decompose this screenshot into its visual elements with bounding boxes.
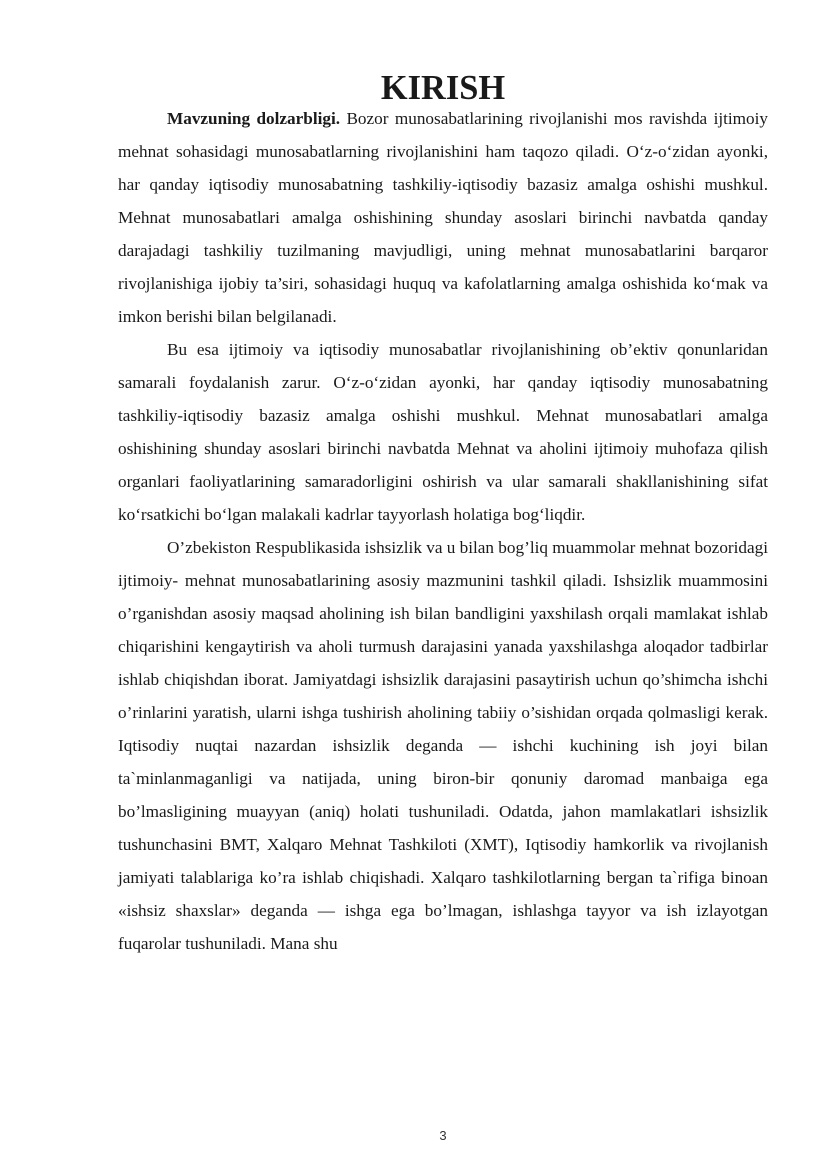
paragraph-relevance — [118, 102, 768, 333]
document-title: KIRISH — [380, 69, 506, 107]
paragraph-lead: Mavzuning dolzarbligi. — [167, 109, 341, 128]
paragraph-text: Bu esa ijtimoiy va iqtisodiy munosabatlar rivojlanishining ob’ektiv qonunlaridan samarali foydalanish zarur. O‘z-o‘zidan ayonki, har qanday iqtisodiy munosabatning tashkiliy-iqtisodiy bazasiz amalga oshishi mushkul. Mehnat munosabatlari amalga oshishining shunday asoslari birinchi navbatda Mehnat va aholini ijtimoiy muhofaza qilish organlari faoliyatlarining samaradorligini oshirish va ular samarali shakllanishining sifat ko‘rsatkichi bo‘lgan malakali kadrlar tayyorlash holatiga bog‘liqdir. — [118, 340, 768, 524]
paragraph-objective-laws — [118, 333, 768, 531]
paragraph-unemployment — [118, 531, 768, 960]
paragraph-text: Bozor munosabatlarining rivojlanishi mos ravishda ijtimoiy mehnat sohasidagi munosabatlarning rivojlanishini ham taqozo qiladi. O‘z-o‘zidan ayonki, har qanday iqtisodiy munosabatning tashkiliy-iqtisodiy bazasiz amalga oshishi mushkul. Mehnat munosabatlari amalga oshishining shunday asoslari birinchi navbatda qanday darajadagi tashkiliy tuzilmaning mavjudligi, uning mehnat munosabatlarini barqaror rivojlanishiga ijobiy ta’siri, sohasidagi huquq va kafolatlarning amalga oshishida ko‘mak va imkon berishi bilan belgilanadi. — [118, 109, 769, 326]
document-body — [118, 69, 769, 960]
paragraph-text: O’zbekiston Respublikasida ishsizlik va u bilan bog’liq muammolar mehnat bozoridagi ijtimoiy- mehnat munosabatlarining asosiy mazmunini tashkil qiladi. Ishsizlik muammosini o’rganishdan asosiy maqsad aholining ish bilan bandligini yaxshilash orqali mamlakat ishlab chiqarishini kengaytirish va aholi turmush darajasini yanada yaxshilashga aloqador tadbirlar ishlab chiqishdan iborat. Jamiyatdagi ishsizlik darajasini pasaytirish uchun qo’shimcha ishchi o’rinlarini yaratish, ularni ishga tushirish aholining tabiiy o’sishidan orqada qolmasligi kerak. Iqtisodiy nuqtai nazardan ishsizlik deganda — ishchi kuchining ish joyi bilan ta`minlanmaganligi va natijada, uning biron-bir qonuniy daromad manbaiga ega bo’lmasligining muayyan (aniq) holati tushuniladi. Odatda, jahon mamlakatlari ishsizlik tushunchasini BMT, Xalqaro Mehnat Tashkiloti (XMT), Iqtisodiy hamkorlik va rivojlanish jamiyati talablariga ko’ra ishlab chiqishadi. Xalqaro tashkilotlarning bergan ta`rifiga binoan «ishsiz shaxslar» deganda — ishga ega bo’lmagan, ishlashga tayyor va ish izlayotgan fuqarolar tushuniladi. Mana shu — [118, 538, 768, 953]
page-number: 3 — [439, 1128, 447, 1143]
